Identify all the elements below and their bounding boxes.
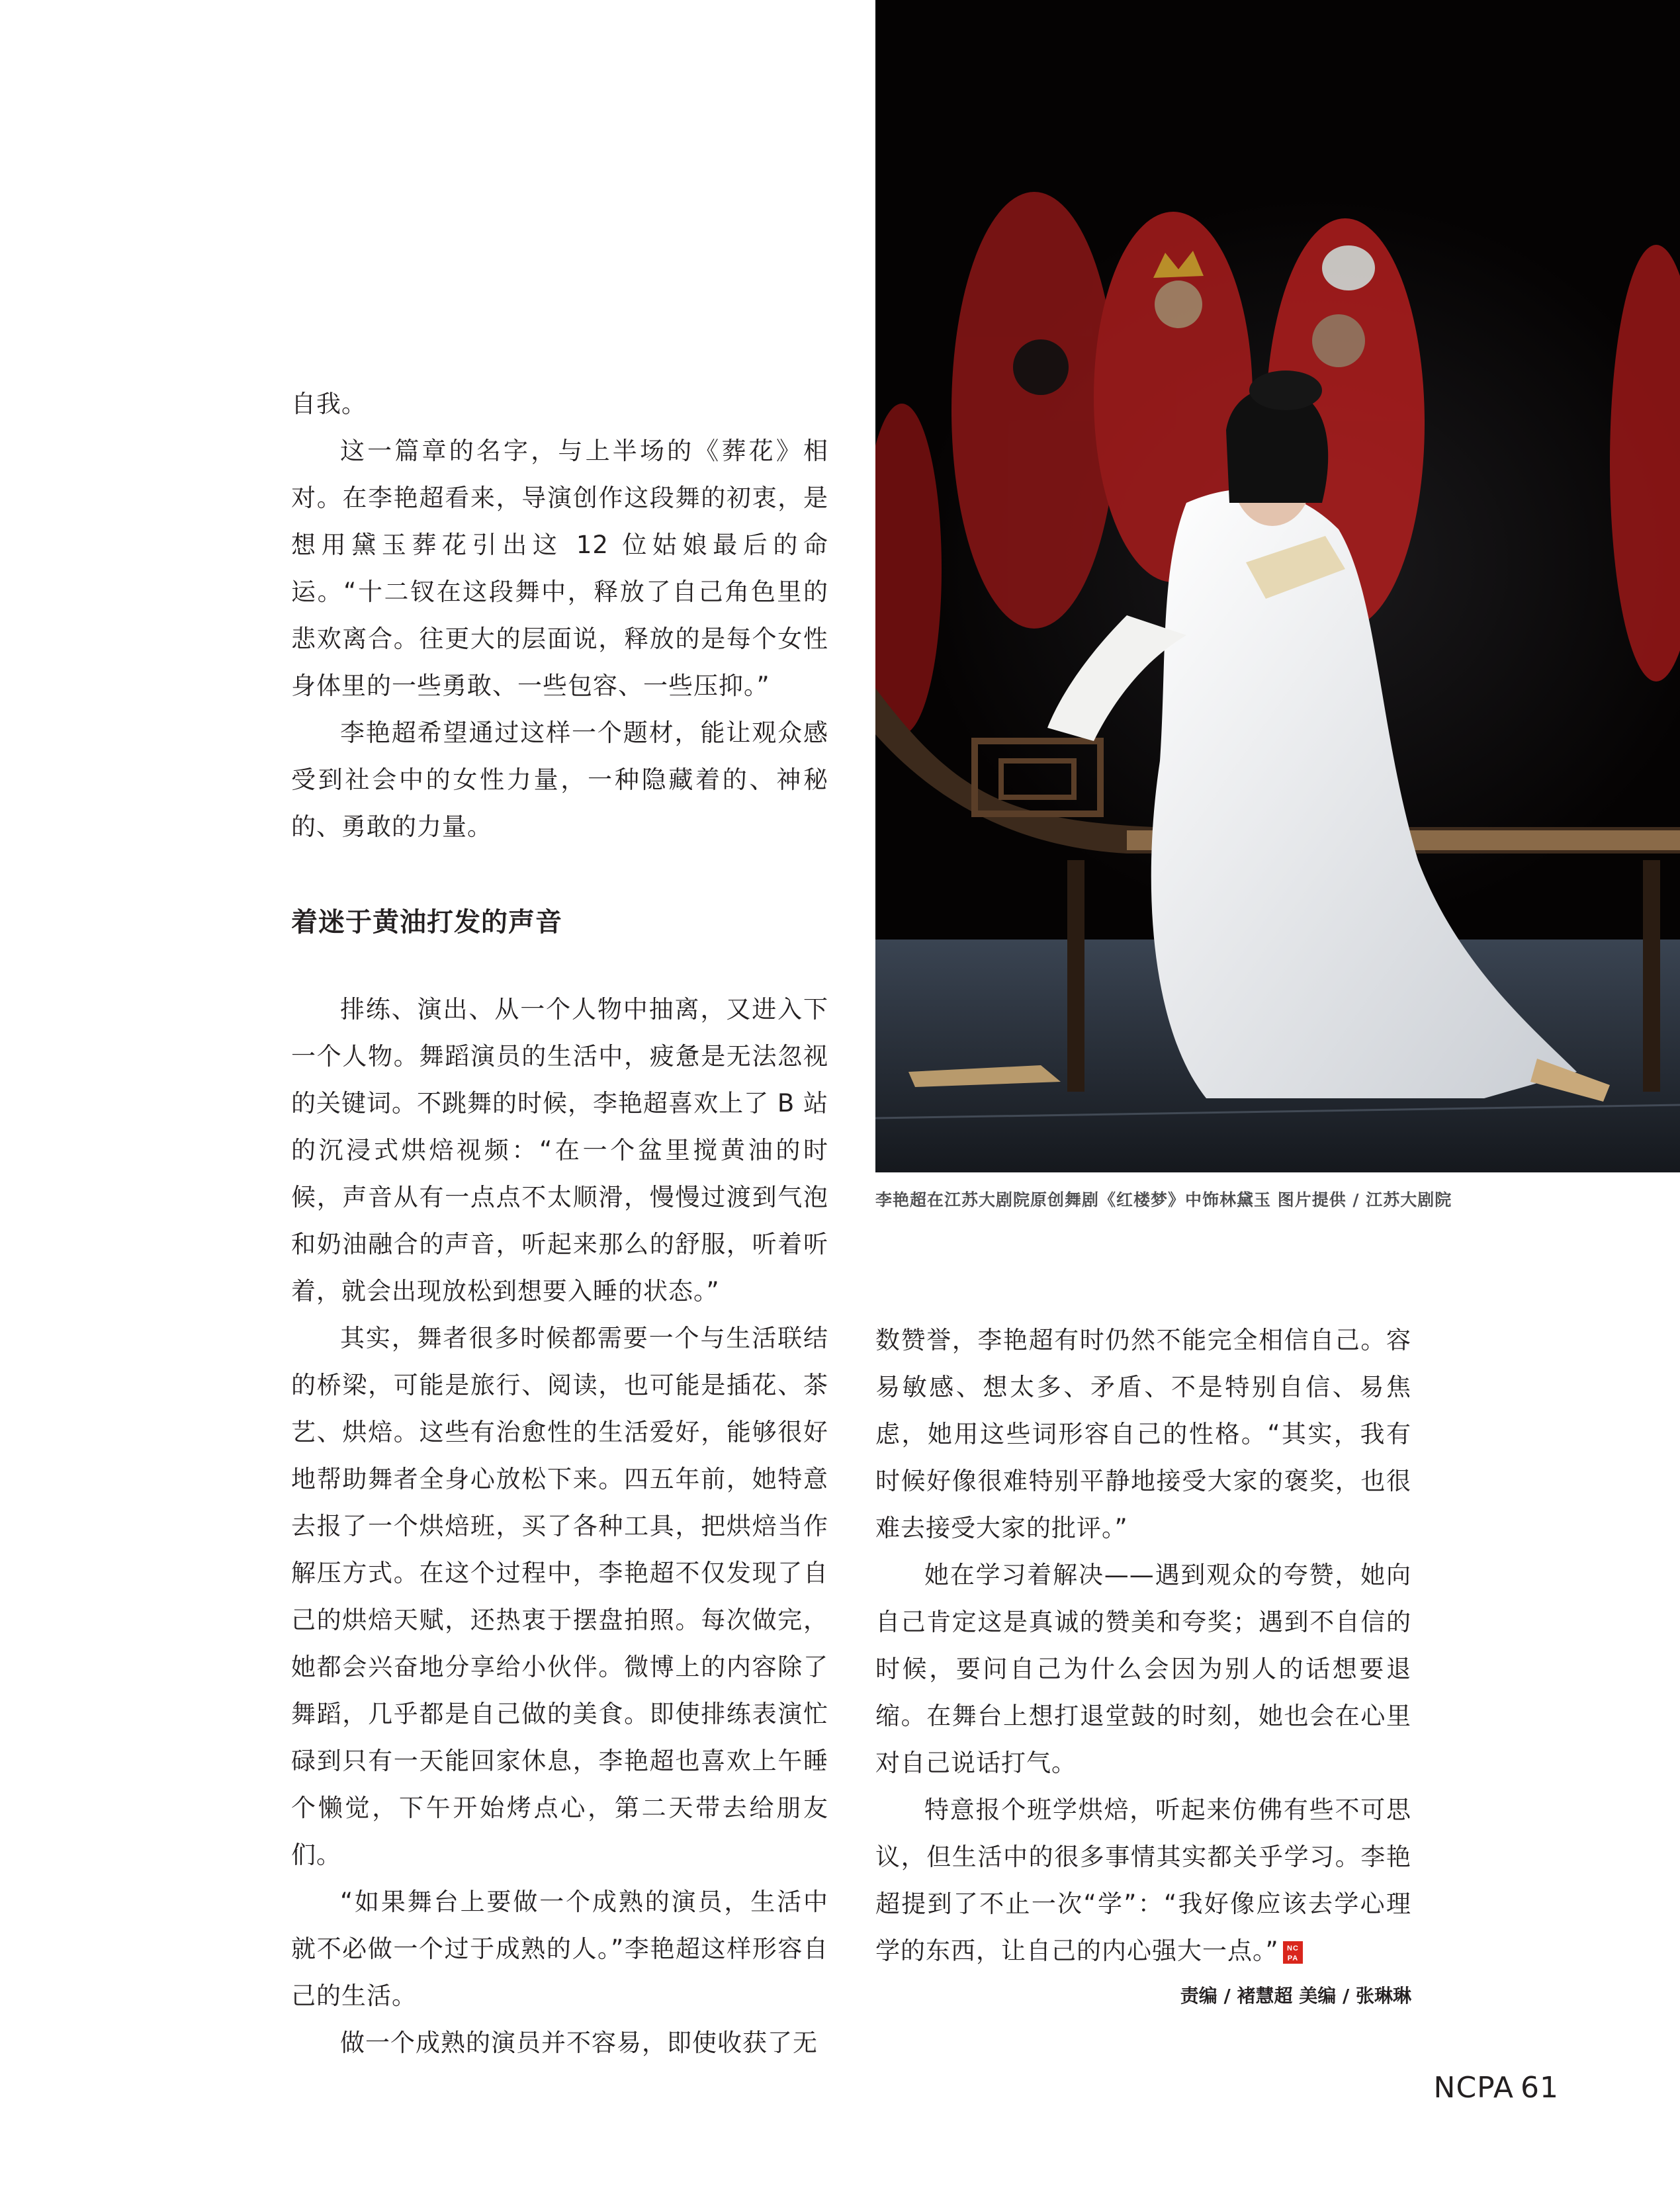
left-column-bottom: [291, 986, 828, 2066]
left-column-top: [291, 380, 828, 850]
ncpa-end-mark-icon: [1283, 1941, 1303, 1964]
section-heading: 着迷于黄油打发的声音: [291, 907, 562, 938]
photo-caption: 李艳超在江苏大剧院原创舞剧《红楼梦》中饰林黛玉 图片提供 / 江苏大剧院: [875, 1190, 1452, 1209]
paragraph: 排练、演出、从一个人物中抽离，又进入下一个人物。舞蹈演员的生活中，疲惫是无法忽视的关键词。不跳舞的时候，李艳超喜欢上了 B 站的沉浸式烘焙视频：“在一个盆里搅黄油的时候，声音从有一点点不太顺滑，慢慢过渡到气泡和奶油融合的声音，听起来那么的舒服，听着听着，就会出现放松到想要入睡的状态。”: [291, 995, 828, 1305]
stage-photo: [875, 0, 1680, 1172]
right-column: [875, 1317, 1411, 1974]
paragraph: 数赞誉，李艳超有时仍然不能完全相信自己。容易敏感、想太多、矛盾、不是特别自信、易焦虑，她用这些词形容自己的性格。“其实，我有时候好像很难特别平静地接受大家的褒奖，也很难去接受大家的批评。”: [875, 1326, 1411, 1542]
page-number: 61: [1521, 2071, 1559, 2105]
paragraph-final: [875, 1786, 1411, 1974]
paragraph: 这一篇章的名字，与上半场的《葬花》相对。在李艳超看来，导演创作这段舞的初衷，是想用黛玉葬花引出这 12 位姑娘最后的命运。“十二钗在这段舞中，释放了自己角色里的悲欢离合。往更大的层面说，释放的是每个女性身体里的一些勇敢、一些包容、一些压抑。”: [291, 437, 828, 700]
paragraph: “如果舞台上要做一个成熟的演员，生活中就不必做一个过于成熟的人。”李艳超这样形容自己的生活。: [291, 1888, 828, 2010]
svg-text:NC: NC: [1286, 1944, 1299, 1952]
paragraph: 自我。: [291, 390, 367, 418]
svg-text:PA: PA: [1287, 1954, 1298, 1962]
paragraph: 李艳超希望通过这样一个题材，能让观众感受到社会中的女性力量，一种隐藏着的、神秘的、勇敢的力量。: [291, 719, 828, 841]
paragraph: 她在学习着解决——遇到观众的夸赞，她向自己肯定这是真诚的赞美和夸奖；遇到不自信的时候，要问自己为什么会因为别人的话想要退缩。在舞台上想打退堂鼓的时刻，她也会在心里对自己说话打气。: [875, 1561, 1411, 1777]
editor-credits: 责编 / 褚慧超 美编 / 张琳琳: [1180, 1985, 1411, 2007]
paragraph: 做一个成熟的演员并不容易，即使收获了无: [340, 2029, 818, 2057]
magazine-name: NCPA: [1433, 2071, 1514, 2105]
paragraph-text: 特意报个班学烘焙，听起来仿佛有些不可思议，但生活中的很多事情其实都关乎学习。李艳超提到了不止一次“学”：“我好像应该去学心理学的东西，让自己的内心强大一点。”: [875, 1796, 1411, 1965]
page-folio: [1427, 2071, 1559, 2105]
paragraph: 其实，舞者很多时候都需要一个与生活联结的桥梁，可能是旅行、阅读，也可能是插花、茶艺、烘焙。这些有治愈性的生活爱好，能够很好地帮助舞者全身心放松下来。四五年前，她特意去报了一个烘焙班，买了各种工具，把烘焙当作解压方式。在这个过程中，李艳超不仅发现了自己的烘焙天赋，还热衷于摆盘拍照。每次做完，她都会兴奋地分享给小伙伴。微博上的内容除了舞蹈，几乎都是自己做的美食。即使排练表演忙碌到只有一天能回家休息，李艳超也喜欢上午睡个懒觉，下午开始烤点心，第二天带去给朋友们。: [291, 1324, 828, 1869]
